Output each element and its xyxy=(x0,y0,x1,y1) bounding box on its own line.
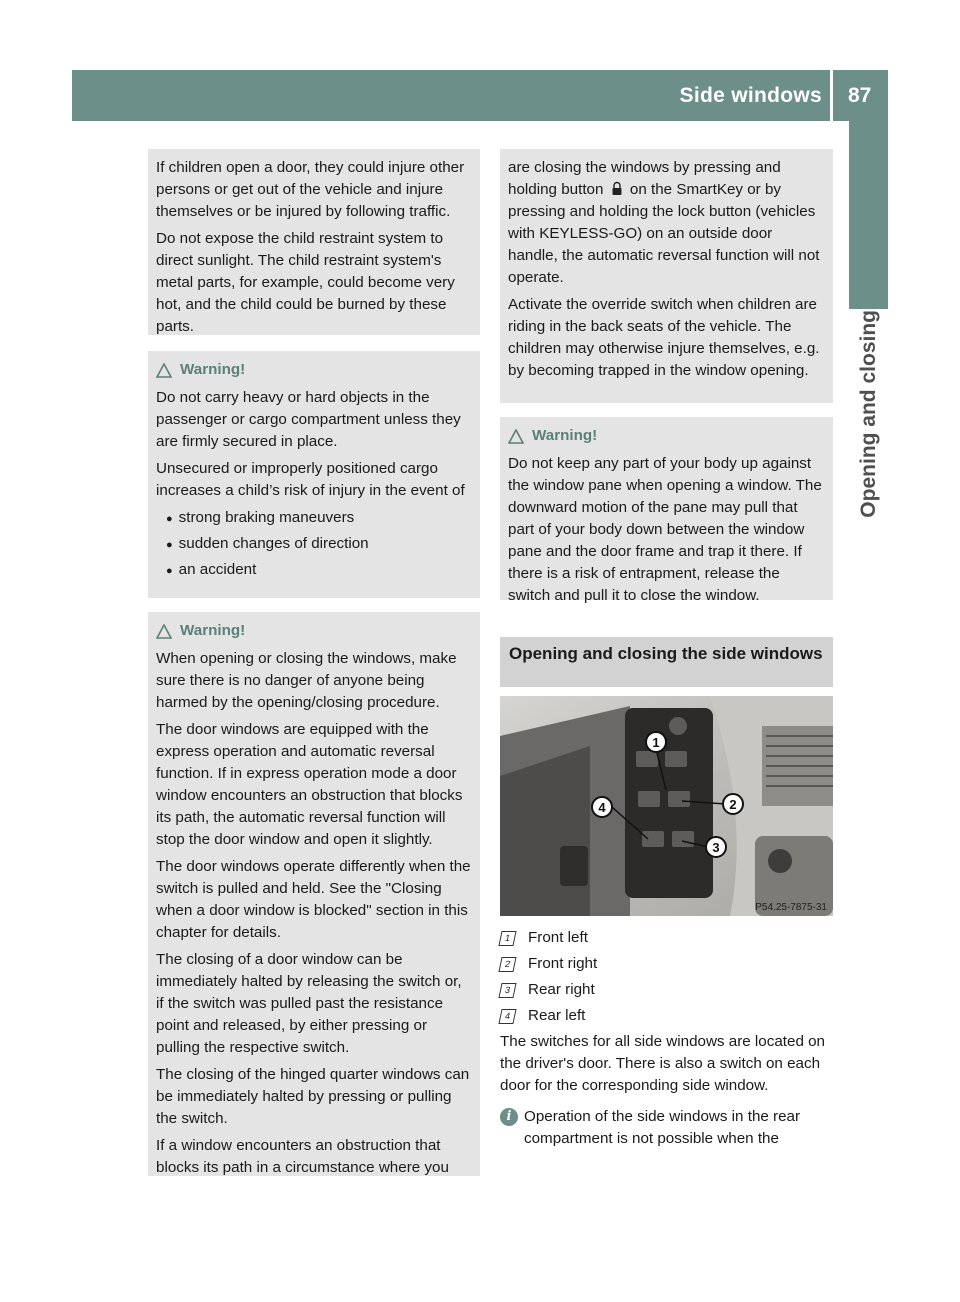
box3-paragraph-5: The closing of the hinged quarter windows can be immediately halted by pressing or pulling the switch. xyxy=(156,1066,470,1127)
box5-paragraph: Do not keep any part of your body up against the window pane when opening a window. The downward motion of the pane may pull that part of your body down between the window pane and the door frame and trap it there. If there is a risk of entrapment, release the switch and pull it to close the window. xyxy=(508,455,822,604)
callout-1: 1 xyxy=(652,735,660,750)
body-entrapment-warning-box xyxy=(500,417,833,604)
chapter-label: Opening and closing xyxy=(856,310,880,518)
page-header xyxy=(72,70,888,121)
list-item: ● sudden changes of direction xyxy=(166,535,369,552)
section-title: Side windows xyxy=(679,84,822,107)
callout-3: 3 xyxy=(712,840,720,855)
window-operation-warning-box xyxy=(148,612,480,1176)
warning-heading: Warning! xyxy=(156,359,472,381)
list-item: 3 Rear right xyxy=(500,977,840,1003)
warning-triangle-icon xyxy=(156,624,172,639)
header-divider xyxy=(830,70,833,121)
box3-paragraph-4: The closing of a door window can be immediately halted by releasing the switch or, if the switch was pulled past the resistance point and released, by either pressing or pulling the respective switch. xyxy=(156,951,462,1056)
section-heading: Opening and closing the side windows xyxy=(500,637,833,687)
box4-paragraph-2: Activate the override switch when children are riding in the back seats of the vehicle. The children may otherwise injure themselves, e.g. by becoming trapped in the window opening. xyxy=(508,296,820,379)
page-number: 87 xyxy=(848,84,872,107)
box4-paragraph-1: are closing the windows by pressing and holding button on the SmartKey or by pressing and holding the lock button (vehicles with KEYLESS-GO) on an outside door handle, the automatic reversal function will not operate. xyxy=(508,159,820,286)
list-item: 4 Rear left xyxy=(500,1003,840,1029)
box3-paragraph-2: The door windows are equipped with the express operation and automatic reversal function. If in express operation mode a door window encounters an obstruction that blocks its path, the automatic reversal function will stop the door window and open it slightly. xyxy=(156,721,463,848)
side-tab-marker xyxy=(849,121,888,309)
child-safety-box xyxy=(148,149,480,335)
door-switch-photo xyxy=(500,696,833,916)
list-item: ● strong braking maneuvers xyxy=(166,509,355,526)
cargo-warning-box xyxy=(148,351,480,598)
photo-code: P54.25-7875-31 xyxy=(755,902,827,913)
box2-paragraph-1: Do not carry heavy or hard objects in the passenger or cargo compartment unless they are firmly secured in place. xyxy=(156,389,461,450)
continuation-box xyxy=(500,149,833,403)
warning-triangle-icon xyxy=(508,429,524,444)
box3-paragraph-3: The door windows operate differently when the switch is pulled and held. See the "Closing when a door window is blocked" section in this chapter for details. xyxy=(156,858,471,941)
list-item: 1 Front left xyxy=(500,925,840,951)
box3-paragraph-1: When opening or closing the windows, make sure there is no danger of anyone being harmed by the opening/closing procedure. xyxy=(156,650,457,711)
warning-heading: Warning! xyxy=(508,425,825,447)
callout-legend xyxy=(500,925,840,1029)
list-item: 2 Front right xyxy=(500,951,840,977)
info-icon: i xyxy=(500,1108,518,1126)
list-item: ● an accident xyxy=(166,561,257,578)
box1-paragraph-1: If children open a door, they could injure other persons or get out of the vehicle and injure themselves or be injured by following traffic. xyxy=(156,159,465,220)
callout-2: 2 xyxy=(729,797,737,812)
box1-paragraph-2: Do not expose the child restraint system to direct sunlight. The child restraint system's metal parts, for example, could become very hot, and the child could be burned by these parts. xyxy=(156,230,455,335)
callout-4: 4 xyxy=(598,800,606,815)
lock-icon xyxy=(611,181,623,196)
info-note: i Operation of the side windows in the rear compartment is not possible when the xyxy=(500,1106,833,1150)
box3-paragraph-6: If a window encounters an obstruction that blocks its path in a circumstance where you xyxy=(156,1137,449,1176)
warning-heading: Warning! xyxy=(156,620,472,642)
warning-triangle-icon xyxy=(156,363,172,378)
box2-paragraph-2: Unsecured or improperly positioned cargo increases a child’s risk of injury in the event of xyxy=(156,460,465,499)
body-paragraph: The switches for all side windows are located on the driver's door. There is also a switch on each door for the corresponding side window. xyxy=(500,1033,826,1094)
